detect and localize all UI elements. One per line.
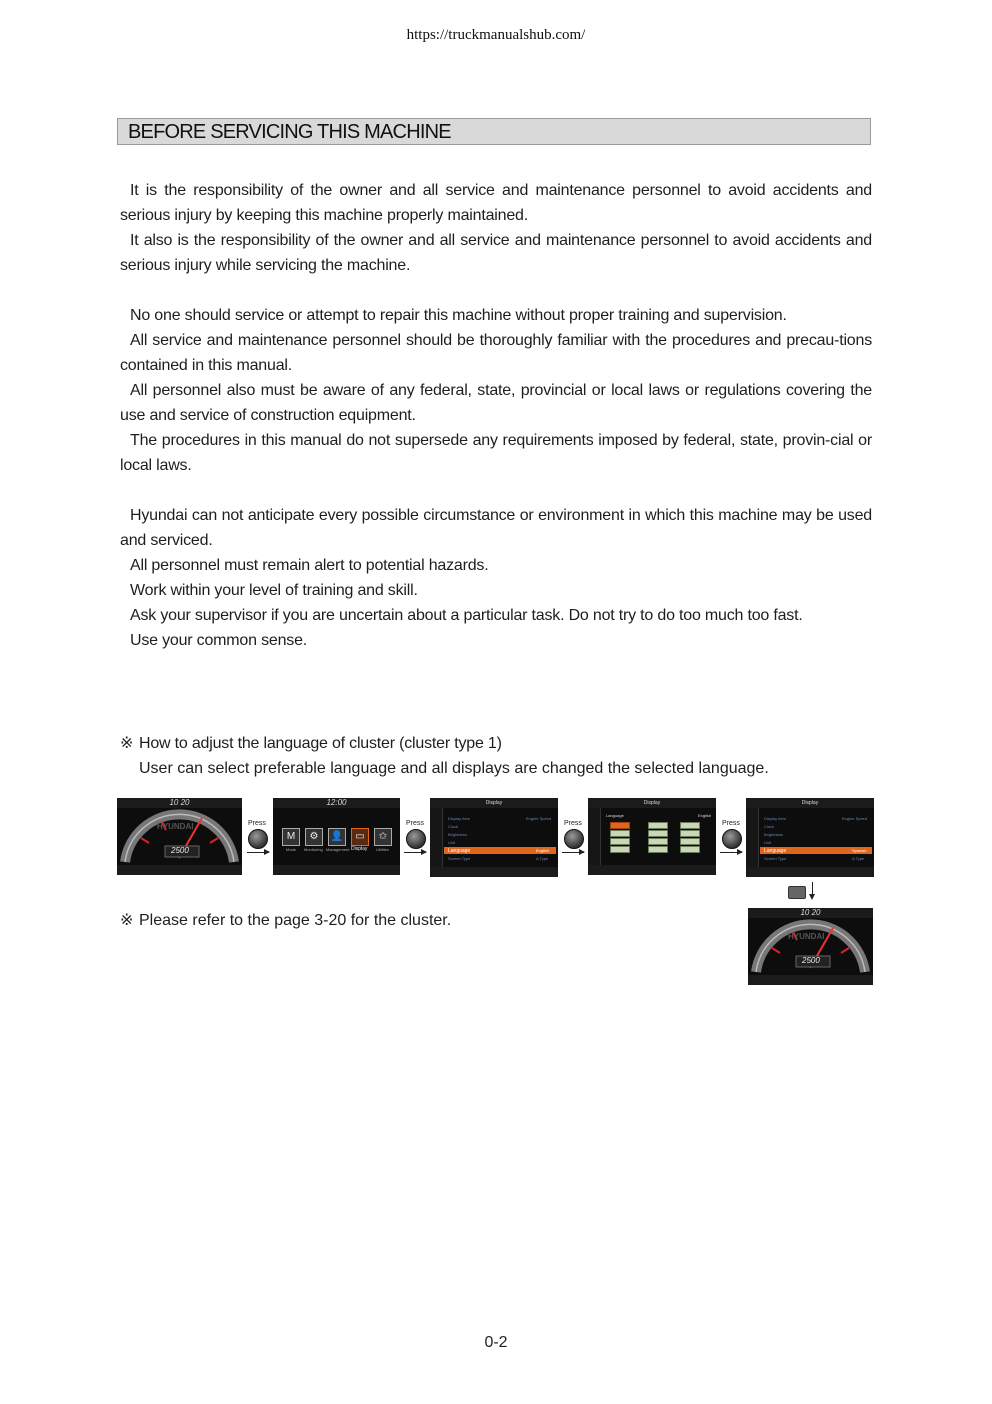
knob-icon — [248, 829, 268, 849]
menu-row: Brightness — [764, 832, 783, 837]
clock-readout: 10 20 — [800, 908, 821, 917]
menu-label-monitoring: Monitoring — [304, 847, 323, 852]
knob-icon — [564, 829, 584, 849]
paragraph: All service and maintenance personnel should be thoroughly familiar with the procedures and precau-tions contained in this manual. — [120, 332, 872, 374]
paragraph: The procedures in this manual do not supersede any requirements imposed by federal, state, provin-cial or local laws. — [120, 432, 872, 474]
menu-row-value: A Type — [852, 856, 865, 861]
cluster-screen-language-select — [588, 798, 716, 875]
menu-row: Screen Type — [448, 856, 471, 861]
paragraph: It also is the responsibility of the owner and all service and maintenance personnel to avoid accidents and serious injury while servicing the machine. — [120, 232, 872, 274]
menu-row-value: English — [536, 848, 550, 853]
brand-watermark: HYUNDAI — [157, 822, 194, 831]
management-icon: 👤 — [328, 828, 346, 846]
menu-title: Display — [643, 800, 661, 806]
knob-icon — [406, 829, 426, 849]
paragraph: All personnel must remain alert to potential hazards. — [130, 557, 489, 574]
body-text — [120, 178, 872, 653]
page-number: 0-2 — [484, 1334, 508, 1351]
menu-row: Screen Type — [764, 856, 787, 861]
menu-label-management: Management — [326, 847, 350, 852]
menu-row-selected: Language — [764, 848, 787, 854]
menu-row-value: Engine Speed — [842, 816, 868, 821]
cluster-reference-note — [120, 908, 451, 933]
arrow-icon — [247, 852, 269, 853]
menu-row: Unit — [764, 840, 772, 845]
paragraph: Hyundai can not anticipate every possible circumstance or environment in which this machine may be used and serviced. — [120, 507, 872, 549]
press-label: Press — [406, 820, 424, 827]
note-description: User can select preferable language and all displays are changed the selected language. — [139, 760, 769, 777]
section-title: BEFORE SERVICING THIS MACHINE — [117, 118, 871, 145]
speed-gauge-icon — [748, 908, 873, 985]
paragraph: It is the responsibility of the owner and all service and maintenance personnel to avoid accidents and serious injury by keeping this machine properly maintained. — [120, 182, 872, 224]
arrow-icon — [562, 852, 584, 853]
utilities-icon: ✩ — [374, 828, 392, 846]
menu-row: Display Item — [448, 816, 471, 821]
press-label: Press — [248, 820, 266, 827]
menu-row-selected: Language — [448, 848, 471, 854]
note-reference: Please refer to the page 3-20 for the cluster. — [139, 912, 452, 929]
cluster-screen-gauge — [117, 798, 242, 875]
menu-row: Display Item — [764, 816, 787, 821]
monitoring-icon: ⚙ — [305, 828, 323, 846]
down-arrow-icon — [812, 882, 813, 898]
menu-label-mode: Mode — [286, 847, 297, 852]
press-label: Press — [564, 820, 582, 827]
cluster-screen-gauge-result — [748, 908, 873, 985]
clock-readout: 10 20 — [169, 798, 190, 807]
escape-button-icon — [788, 886, 806, 899]
reference-mark: ※ — [120, 735, 134, 752]
arrow-icon — [720, 852, 742, 853]
menu-row-value: A Type — [536, 856, 549, 861]
paragraph: Work within your level of training and skill. — [130, 582, 418, 599]
source-url: https://truckmanualshub.com/ — [406, 27, 586, 43]
menu-row: Clock — [448, 824, 459, 829]
knob-icon — [722, 829, 742, 849]
menu-label-display: Display — [351, 846, 368, 852]
arrow-icon — [404, 852, 426, 853]
menu-label-utilities: Utilities — [376, 847, 389, 852]
language-value: English — [698, 813, 712, 818]
paragraph: Ask your supervisor if you are uncertain about a particular task. Do not try to do too much too fast. — [130, 607, 803, 624]
menu-title: Display — [485, 800, 503, 806]
brand-watermark: HYUNDAI — [788, 932, 825, 941]
menu-row: Brightness — [448, 832, 467, 837]
cluster-screen-display-menu — [430, 798, 558, 877]
paragraph: All personnel also must be aware of any federal, state, provincial or local laws or regulations covering the use and service of construction equipment. — [120, 382, 872, 424]
display-icon: ▭ — [351, 828, 369, 846]
press-label: Press — [722, 820, 740, 827]
rpm-readout: 2500 — [802, 956, 820, 965]
menu-row: Clock — [764, 824, 775, 829]
rpm-readout: 2500 — [171, 846, 189, 855]
clock-readout: 12:00 — [326, 798, 347, 807]
language-note — [120, 731, 880, 781]
cluster-screen-display-menu-updated — [746, 798, 874, 877]
speed-gauge-icon — [117, 798, 242, 875]
mode-icon: M — [282, 828, 300, 846]
menu-title: Display — [801, 800, 819, 806]
note-heading: How to adjust the language of cluster (cluster type 1) — [139, 735, 502, 752]
menu-row: Unit — [448, 840, 456, 845]
menu-row-value: Spanish — [852, 848, 867, 853]
cluster-screen-main-menu — [273, 798, 400, 875]
paragraph: No one should service or attempt to repair this machine without proper training and supervision. — [130, 307, 787, 324]
language-label: Language — [606, 813, 624, 818]
reference-mark: ※ — [120, 912, 134, 929]
paragraph: Use your common sense. — [130, 632, 308, 649]
menu-row-value: Engine Speed — [526, 816, 552, 821]
